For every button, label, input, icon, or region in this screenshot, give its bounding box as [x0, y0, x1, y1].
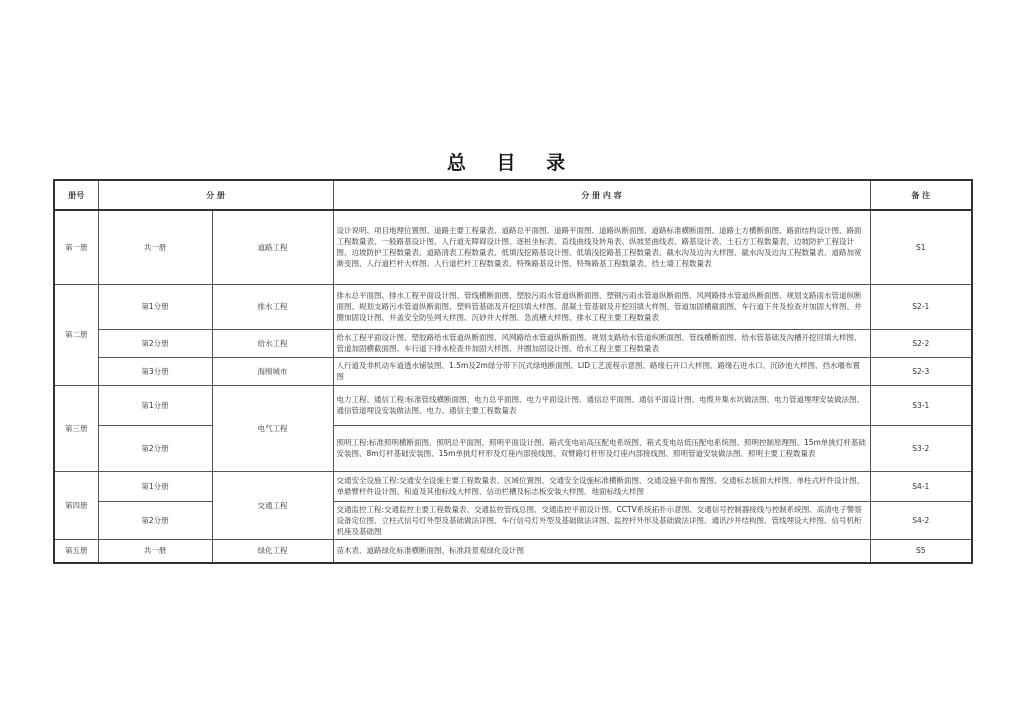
table-row	[54, 329, 972, 357]
header-part: 分 册	[98, 180, 333, 210]
content-cell: 照明工程:标准照明横断面图、照明总平面图、照明平面设计图、箱式变电站高压配电系统图、箱式变电站低压配电系统图、照明控制原理图、15m单挑灯杆基础安装图、8m灯杆基础安装图、15m单挑灯杆形及灯座内部接线图、双臂路灯杆形及灯座内部接线图、照明管道安装做法图、照明主要工程数量表	[333, 425, 870, 471]
content-cell: 设计说明、项目地理位置图、道路主要工程量表、道路总平面图、道路平面图、道路纵断面图、道路标准横断面图、道路土方横断面图、路面结构设计图、路面工程数量表、一般路基设计图、人行道无障碍设计图、逐桩坐标表、直线曲线及转角表、纵坡竖曲线表、路基设计表、土石方工程数量表、边坡防护工程设计图、边坡防护工程数量表、道路清表工程数量表、低填浅挖路基设计图、低填浅挖路基工程数量表、截水沟及边沟大样图、截水沟及边沟工程数量表、道路加宽渐变图、人行道栏杆大样图、人行道栏杆工程数量表、特殊路基设计图、特殊路基工程数量表、挡土墙工程数量表	[333, 210, 870, 284]
category-cell: 电气工程	[212, 385, 333, 471]
toc-table	[53, 179, 973, 564]
part-cell: 第3分册	[98, 357, 212, 385]
part-cell: 第1分册	[98, 471, 212, 501]
category-cell: 交通工程	[212, 471, 333, 539]
content-cell: 人行道及非机动车道透水铺装图、1.5m及2m绿分带下沉式绿地断面图、LID工艺流程示意图、路缘石开口大样图、路缘石进水口、沉砂池大样图、挡水堰布置图	[333, 357, 870, 385]
table-row	[54, 501, 972, 539]
category-cell: 排水工程	[212, 284, 333, 329]
volume-cell: 第四册	[54, 471, 98, 539]
part-cell: 第2分册	[98, 329, 212, 357]
content-cell: 交通安全设施工程:交通安全设施主要工程数量表、区域位置图、交通安全设施标准横断面图、交通设施平面布置图、交通标志版面大样图、单柱式杆件设计图、单悬臂杆件设计图、和道及其他标线大样图、信动栏槽及标志板安装大样图、地面标线大样图	[333, 471, 870, 501]
note-cell: S4-2	[870, 501, 972, 539]
table-row	[54, 210, 972, 284]
part-cell: 第2分册	[98, 425, 212, 471]
content-cell: 苗木表、道路绿化标准横断面图、标准段景观绿化设计图	[333, 539, 870, 563]
header-volume: 册号	[54, 180, 98, 210]
table-row	[54, 357, 972, 385]
note-cell: S2-3	[870, 357, 972, 385]
part-cell: 共一册	[98, 539, 212, 563]
category-cell: 绿化工程	[212, 539, 333, 563]
table-header-row	[54, 180, 972, 210]
volume-cell: 第五册	[54, 539, 98, 563]
category-cell: 给水工程	[212, 329, 333, 357]
table-row	[54, 539, 972, 563]
page-title: 总 目 录	[446, 152, 578, 174]
content-cell: 排水总平面图、排水工程平面设计图、管线横断面图、塑胶污雨水管道纵断面图、塑钢污雨水管道纵断面图、风网路排水管道纵断面图、规划支路雨水管道纵断面图、规划支路污水管道纵断面图、塑料管基础及开挖回填大样图、混凝土管基础及开挖回填大样图、管道加固横截面图、车行道下井及检查井加固大样图、井圈加固设计图、井盖安全防坠网大样图、沉砂井大样图、急流槽大样图、排水工程主要工程数量表	[333, 284, 870, 329]
category-cell: 道路工程	[212, 210, 333, 284]
table-row	[54, 385, 972, 425]
note-cell: S3-2	[870, 425, 972, 471]
header-note: 备 注	[870, 180, 972, 210]
volume-cell: 第一册	[54, 210, 98, 284]
note-cell: S5	[870, 539, 972, 563]
note-cell: S2-1	[870, 284, 972, 329]
part-cell: 第1分册	[98, 385, 212, 425]
volume-cell: 第二册	[54, 284, 98, 385]
table-row	[54, 284, 972, 329]
content-cell: 交通监控工程:交通监控主要工程数量表、交通监控管线总图、交通监控平面设计图、CCTV系统拓扑示意图、交通信号控制器接线与控制系统图、高清电子警察设备定位图、立柱式信号灯外型及基础做法详图、车行信号灯外型及基础做法详图、监控杆外形及基础做法详图、通讯沙井结构图、管线埋设大样图、信号机柜机座及基础图	[333, 501, 870, 539]
category-cell: 海绵城市	[212, 357, 333, 385]
note-cell: S4-1	[870, 471, 972, 501]
part-cell: 第1分册	[98, 284, 212, 329]
content-cell: 电力工程、通信工程:标准管线横断面图、电力总平面图、电力平面设计图、通信总平面图、通信平面设计图、电缆井集水坑做法图、电力管道埋埋安装做法图、通信管道埋设安装做法图、电力、通信主要工程数量表	[333, 385, 870, 425]
volume-cell: 第三册	[54, 385, 98, 471]
header-content: 分 册 内 容	[333, 180, 870, 210]
part-cell: 第2分册	[98, 501, 212, 539]
note-cell: S3-1	[870, 385, 972, 425]
table-row	[54, 425, 972, 471]
table-row	[54, 471, 972, 501]
part-cell: 共一册	[98, 210, 212, 284]
note-cell: S1	[870, 210, 972, 284]
note-cell: S2-2	[870, 329, 972, 357]
content-cell: 给水工程平面设计图、塑胶路给水管道纵断面图、风网路给水管道纵断面图、规划支路给水管道纵断面图、管线横断面图、给水管基础及沟槽开挖回填大样图、管道加固横截面图、车行道下排水检查井加固大样图、井圈加固设计图、给水工程主要工程数量表	[333, 329, 870, 357]
